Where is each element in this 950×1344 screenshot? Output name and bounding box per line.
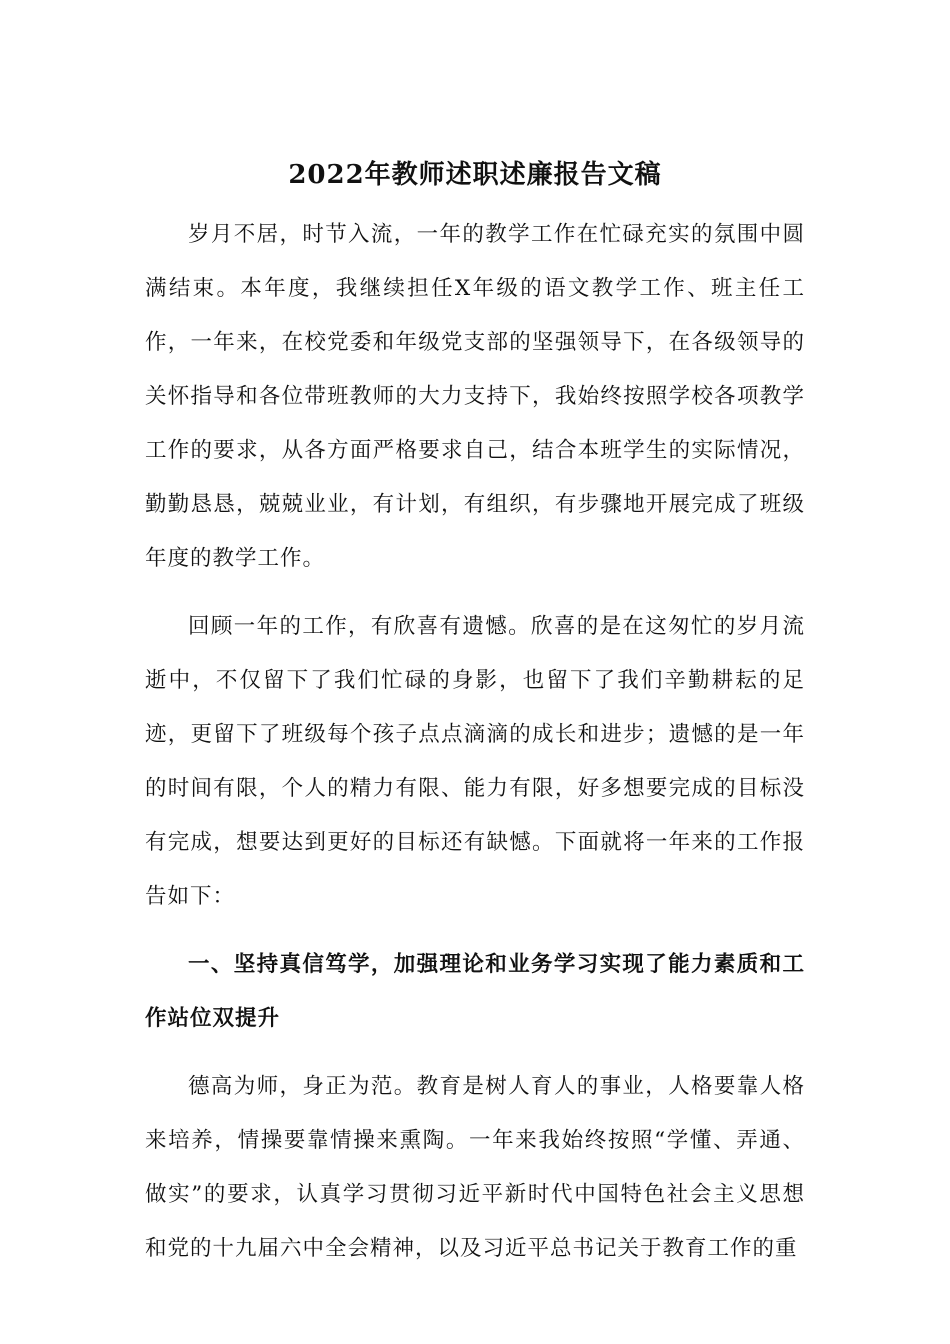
paragraph-review: 回顾一年的工作，有欣喜有遗憾。欣喜的是在这匆忙的岁月流逝中，不仅留下了我们忙碌的身影，也留下了我们辛勤耕耘的足迹，更留下了班级每个孩子点点滴滴的成长和进步；遗憾的是一年的时间有限，个人的精力有限、能力有限，好多想要完成的目标没有完成，想要达到更好的目标还有缺憾。下面就将一年来的工作报告如下： <box>145 614 805 909</box>
paragraph-section-one: 德高为师，身正为范。教育是树人育人的事业，人格要靠人格来培养，情操要靠情操来熏陶。一年来我始终按照“学懂、弄通、做实”的要求，认真学习贯彻习近平新时代中国特色社会主义思想和党的十九届六中全会精神，以及习近平总书记关于教育工作的重 <box>145 1074 805 1261</box>
document-body <box>145 152 805 1276</box>
paragraph-intro: 岁月不居，时节入流，一年的教学工作在忙碌充实的氛围中圆满结束。本年度，我继续担任X年级的语文教学工作、班主任工作，一年来，在校党委和年级党支部的坚强领导下，在各级领导的关怀指导和各位带班教师的大力支持下，我始终按照学校各项教学工作的要求，从各方面严格要求自己，结合本班学生的实际情况，勤勤恳恳，兢兢业业，有计划，有组织，有步骤地开展完成了班级年度的教学工作。 <box>145 222 805 571</box>
section-heading: 一、坚持真信笃学，加强理论和业务学习实现了能力素质和工作站位双提升 <box>145 952 805 1031</box>
document-title: 2022年教师述职述廉报告文稿 <box>288 160 662 190</box>
